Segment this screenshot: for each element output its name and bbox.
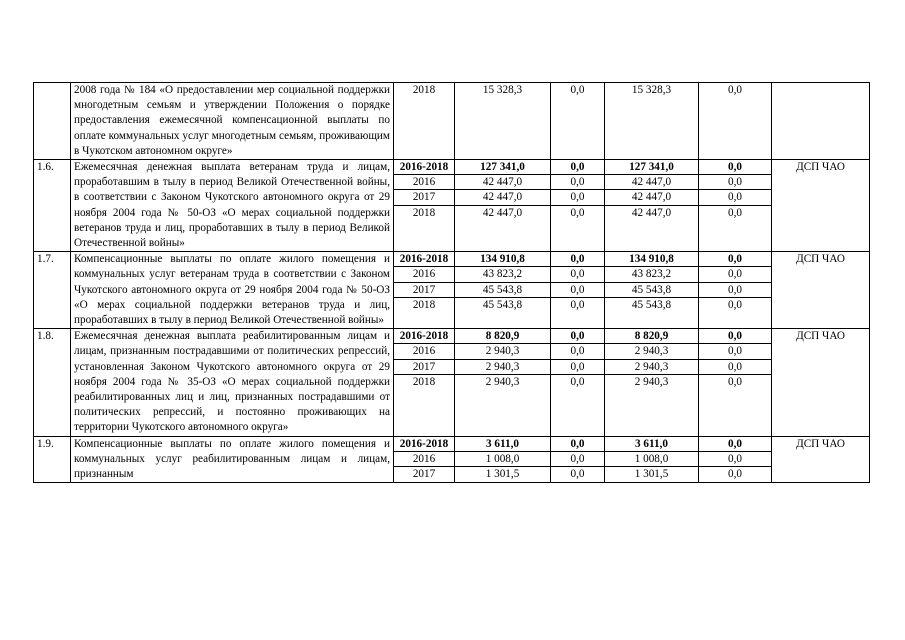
item-description: Компенсационные выплаты по оплате жилого помещения и коммунальных услуг ветеранам труда в соответствии с Законом Чукотского автономного округа от 29 ноября 2004 года № 50-ОЗ «О мерах социальной поддержки ветеранов труда и лиц, проработавших в тылу в период Великой Отечественной войны»: [71, 252, 394, 329]
federal-amount-cell: 0,0: [551, 267, 604, 282]
other-amount-cell: 0,0: [728, 298, 742, 311]
regional-amount-cell: 2 940,3: [605, 360, 698, 375]
executor-cell: [772, 83, 870, 160]
other-amount-cell: 0,0: [699, 360, 771, 375]
regional-column-cell: [605, 329, 699, 436]
regional-column-cell: [605, 83, 699, 160]
other-column-cell: [699, 329, 772, 436]
federal-amount-cell: 0,0: [570, 84, 585, 96]
year-cell: 2018: [412, 298, 436, 311]
federal-amount-cell: 0,0: [551, 360, 604, 375]
other-amount-cell: 0,0: [699, 452, 771, 467]
other-amount-cell: 0,0: [728, 84, 742, 96]
total-amount-cell: 127 341,0: [455, 160, 550, 175]
table-body: [34, 83, 870, 483]
federal-amount-cell: 0,0: [551, 344, 604, 359]
federal-amount-cell: 0,0: [551, 452, 604, 467]
federal-column-cell: [551, 329, 605, 436]
item-description: 2008 года № 184 «О предоставлении мер социальной поддержки многодетным семьям и утверждении Положения о порядке предоставления ежемесячной компенсационной выплаты по оплате коммунальных услуг многодетным семьям, проживающим в Чукотском автономном округе»: [71, 83, 394, 160]
federal-amount-cell: 0,0: [551, 283, 604, 298]
year-cell: 2017: [394, 360, 454, 375]
executor-cell: ДСП ЧАО: [772, 252, 870, 329]
federal-column-cell: [551, 436, 605, 483]
regional-amount-cell: 45 543,8: [605, 283, 698, 298]
regional-amount-cell: 42 447,0: [631, 206, 672, 219]
federal-column-cell: [551, 83, 605, 160]
other-amount-cell: 0,0: [699, 437, 771, 452]
regional-amount-cell: 43 823,2: [605, 267, 698, 282]
year-cell: 2016-2018: [394, 437, 454, 452]
executor-cell: ДСП ЧАО: [772, 436, 870, 483]
total-amount-cell: 45 543,8: [482, 298, 523, 311]
regional-amount-cell: 134 910,8: [605, 252, 698, 267]
regional-amount-cell: 2 940,3: [634, 375, 669, 388]
other-amount-cell: 0,0: [699, 160, 771, 175]
federal-amount-cell: 0,0: [570, 206, 585, 219]
regional-amount-cell: 42 447,0: [605, 190, 698, 205]
total-amount-cell: 134 910,8: [455, 252, 550, 267]
total-amount-cell: 1 301,5: [485, 468, 520, 481]
other-amount-cell: 0,0: [699, 329, 771, 344]
total-amount-cell: 42 447,0: [482, 206, 523, 219]
regional-amount-cell: 8 820,9: [605, 329, 698, 344]
years-column-cell: [394, 252, 455, 329]
year-cell: 2016: [394, 175, 454, 190]
other-column-cell: [699, 160, 772, 252]
federal-amount-cell: 0,0: [551, 190, 604, 205]
other-amount-cell: 0,0: [699, 267, 771, 282]
years-column-cell: [394, 329, 455, 436]
other-amount-cell: 0,0: [728, 468, 742, 481]
total-amount-cell: 3 611,0: [455, 437, 550, 452]
federal-amount-cell: 0,0: [551, 160, 604, 175]
item-description: Компенсационные выплаты по оплате жилого помещения и коммунальных услуг реабилитированным лицам и лицам, признанным: [71, 436, 394, 483]
regional-column-cell: [605, 160, 699, 252]
year-cell: 2017: [394, 283, 454, 298]
regional-amount-cell: 42 447,0: [605, 175, 698, 190]
regional-amount-cell: 127 341,0: [605, 160, 698, 175]
regional-amount-cell: 2 940,3: [605, 344, 698, 359]
regional-amount-cell: 3 611,0: [605, 437, 698, 452]
other-amount-cell: 0,0: [699, 175, 771, 190]
federal-amount-cell: 0,0: [570, 375, 585, 388]
year-cell: 2016-2018: [394, 252, 454, 267]
federal-column-cell: [551, 252, 605, 329]
other-amount-cell: 0,0: [699, 344, 771, 359]
total-amount-cell: 2 940,3: [485, 375, 520, 388]
year-cell: 2016-2018: [394, 160, 454, 175]
year-cell: 2016: [394, 267, 454, 282]
total-amount-cell: 1 008,0: [455, 452, 550, 467]
totals-column-cell: [455, 160, 551, 252]
regional-amount-cell: 15 328,3: [631, 84, 672, 96]
year-cell: 2017: [394, 190, 454, 205]
other-amount-cell: 0,0: [728, 375, 742, 388]
totals-column-cell: [455, 83, 551, 160]
federal-amount-cell: 0,0: [551, 252, 604, 267]
federal-amount-cell: 0,0: [551, 175, 604, 190]
total-amount-cell: 15 328,3: [482, 84, 523, 96]
totals-column-cell: [455, 436, 551, 483]
federal-amount-cell: 0,0: [551, 437, 604, 452]
federal-amount-cell: 0,0: [570, 468, 585, 481]
year-cell: 2016: [394, 452, 454, 467]
item-number: 1.8.: [34, 329, 71, 436]
year-cell: 2018: [412, 206, 436, 219]
table-row: [34, 160, 870, 252]
executor-cell: ДСП ЧАО: [772, 160, 870, 252]
other-column-cell: [699, 252, 772, 329]
years-column-cell: [394, 83, 455, 160]
total-amount-cell: 2 940,3: [455, 344, 550, 359]
other-column-cell: [699, 436, 772, 483]
regional-amount-cell: 45 543,8: [631, 298, 672, 311]
federal-amount-cell: 0,0: [551, 329, 604, 344]
years-column-cell: [394, 436, 455, 483]
year-cell: 2018: [412, 84, 436, 96]
total-amount-cell: 45 543,8: [455, 283, 550, 298]
regional-amount-cell: 1 301,5: [634, 468, 669, 481]
years-column-cell: [394, 160, 455, 252]
item-number: 1.9.: [34, 436, 71, 483]
federal-column-cell: [551, 160, 605, 252]
year-cell: 2016-2018: [394, 329, 454, 344]
item-description: Ежемесячная денежная выплата ветеранам труда и лицам, проработавшим в тылу в период Великой Отечественной войны, в соответствии с Законом Чукотского автономного округа от 29 ноября 2004 года № 50-ОЗ «О мерах социальной поддержки ветеранов труда и лиц, проработавших в тылу в период Великой Отечественной войны»: [71, 160, 394, 252]
other-amount-cell: 0,0: [728, 206, 742, 219]
total-amount-cell: 8 820,9: [455, 329, 550, 344]
total-amount-cell: 42 447,0: [455, 190, 550, 205]
item-number: 1.7.: [34, 252, 71, 329]
year-cell: 2017: [412, 468, 436, 481]
totals-column-cell: [455, 252, 551, 329]
other-column-cell: [699, 83, 772, 160]
item-number: 1.6.: [34, 160, 71, 252]
regional-amount-cell: 1 008,0: [605, 452, 698, 467]
regional-column-cell: [605, 436, 699, 483]
item-description: Ежемесячная денежная выплата реабилитированным лицам и лицам, признанным пострадавшими от политических репрессий, установленная Законом Чукотского автономного округа от 29 ноября 2004 года № 35-ОЗ «О мерах социальной поддержки реабилитированных лиц и лиц, признанных пострадавшими от политических репрессий, и постоянно проживающих на территории Чукотского автономного округа»: [71, 329, 394, 436]
item-number: [34, 83, 71, 160]
regional-column-cell: [605, 252, 699, 329]
table-row: [34, 83, 870, 160]
other-amount-cell: 0,0: [699, 252, 771, 267]
year-cell: 2018: [412, 375, 436, 388]
totals-column-cell: [455, 329, 551, 436]
other-amount-cell: 0,0: [699, 190, 771, 205]
year-cell: 2016: [394, 344, 454, 359]
other-amount-cell: 0,0: [699, 283, 771, 298]
executor-cell: ДСП ЧАО: [772, 329, 870, 436]
table-row: [34, 436, 870, 483]
table-row: [34, 252, 870, 329]
total-amount-cell: 2 940,3: [455, 360, 550, 375]
federal-amount-cell: 0,0: [570, 298, 585, 311]
table-row: [34, 329, 870, 436]
total-amount-cell: 43 823,2: [455, 267, 550, 282]
budget-table: [33, 82, 870, 483]
total-amount-cell: 42 447,0: [455, 175, 550, 190]
